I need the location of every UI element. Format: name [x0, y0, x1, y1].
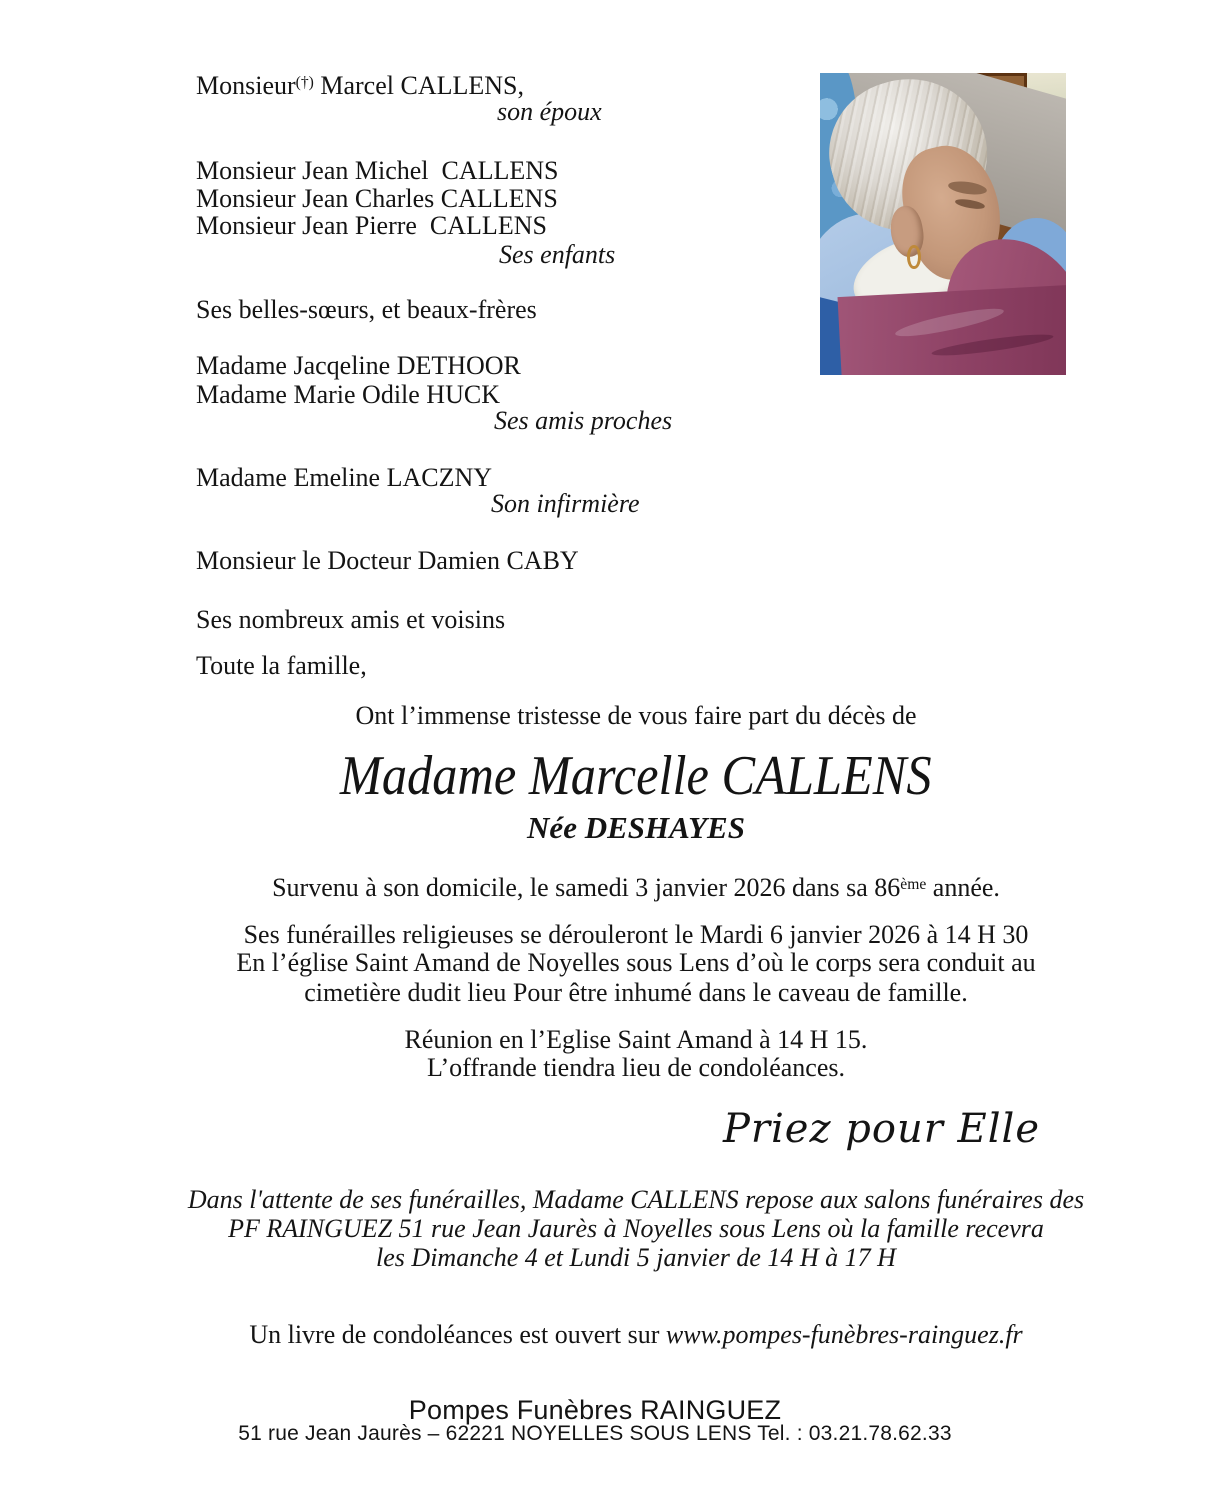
announcement-intro-line: Ont l’immense tristesse de vous faire part du décès de — [355, 701, 917, 730]
child-name-3: Monsieur Jean Pierre CALLENS — [196, 211, 547, 240]
visitation-line-2: PF RAINGUEZ 51 rue Jean Jaurès à Noyelles sous Lens où la famille recevra — [228, 1214, 1044, 1243]
close-friend-name-2: Madame Marie Odile HUCK — [196, 380, 500, 409]
funeral-home-name: Pompes Funèbres RAINGUEZ — [408, 1395, 782, 1425]
deceased-name-text: Madame Marcelle CALLENS — [340, 745, 932, 807]
funeral-line-1: Ses funérailles religieuses se dérouleront le Mardi 6 janvier 2026 à 14 H 30 — [243, 920, 1029, 949]
family-line: Toute la famille, — [196, 651, 367, 680]
condolence-book-website: www.pompes-funèbres-rainguez.fr — [665, 1320, 1023, 1349]
deceased-name-title — [58, 744, 1214, 808]
condolence-book-line — [58, 1320, 1214, 1350]
meeting-line-2: L’offrande tiendra lieu de condoléances. — [427, 1053, 845, 1082]
funeral-line-2: En l’église Saint Amand de Noyelles sous Lens d’où le corps sera conduit au — [236, 948, 1036, 977]
funeral-line-3: cimetière dudit lieu Pour être inhumé dans le caveau de famille. — [304, 978, 968, 1007]
spouse-prefix: Monsieur — [196, 71, 296, 100]
children-relation-label: Ses enfants — [499, 240, 616, 269]
spouse-line — [196, 71, 524, 105]
friends-neighbors-line: Ses nombreux amis et voisins — [196, 605, 506, 634]
visitation-line-3: les Dimanche 4 et Lundi 5 janvier de 14 H à 17 H — [376, 1243, 896, 1272]
age-ordinal-superscript: ème — [900, 875, 927, 893]
close-friends-relation-label: Ses amis proches — [494, 406, 673, 435]
visitation-line-1: Dans l'attente de ses funérailles, Madame CALLENS repose aux salons funéraires des — [187, 1185, 1085, 1214]
funeral-home-address: 51 rue Jean Jaurès – 62221 NOYELLES SOUS LENS Tel. : 03.21.78.62.33 — [238, 1422, 952, 1445]
nurse-relation-label: Son infirmière — [491, 489, 640, 518]
doctor-line: Monsieur le Docteur Damien CABY — [196, 546, 579, 575]
close-friend-name-1: Madame Jacqeline DETHOOR — [196, 351, 521, 380]
meeting-line-1: Réunion en l’Eglise Saint Amand à 14 H 15. — [404, 1025, 868, 1054]
prayer-line: Priez pour Elle — [722, 1106, 1040, 1152]
photo-earring — [907, 245, 921, 269]
child-name-1: Monsieur Jean Michel CALLENS — [196, 156, 559, 185]
death-text-start: Survenu à son domicile, le samedi 3 janvier 2026 dans sa 86 — [272, 873, 901, 902]
inlaws-line: Ses belles-sœurs, et beaux-frères — [196, 295, 537, 324]
death-details-line — [58, 873, 1214, 907]
maiden-name-line: Née DESHAYES — [527, 810, 745, 845]
deceased-photo — [820, 73, 1066, 375]
deceased-dagger-mark: (†) — [295, 73, 314, 91]
spouse-name: Marcel CALLENS, — [313, 71, 524, 100]
spouse-relation-label: son époux — [497, 97, 602, 126]
death-text-end: année. — [926, 873, 1000, 902]
child-name-2: Monsieur Jean Charles CALLENS — [196, 184, 558, 213]
nurse-name: Madame Emeline LACZNY — [196, 463, 493, 492]
condolence-book-text: Un livre de condoléances est ouvert sur — [249, 1320, 666, 1349]
